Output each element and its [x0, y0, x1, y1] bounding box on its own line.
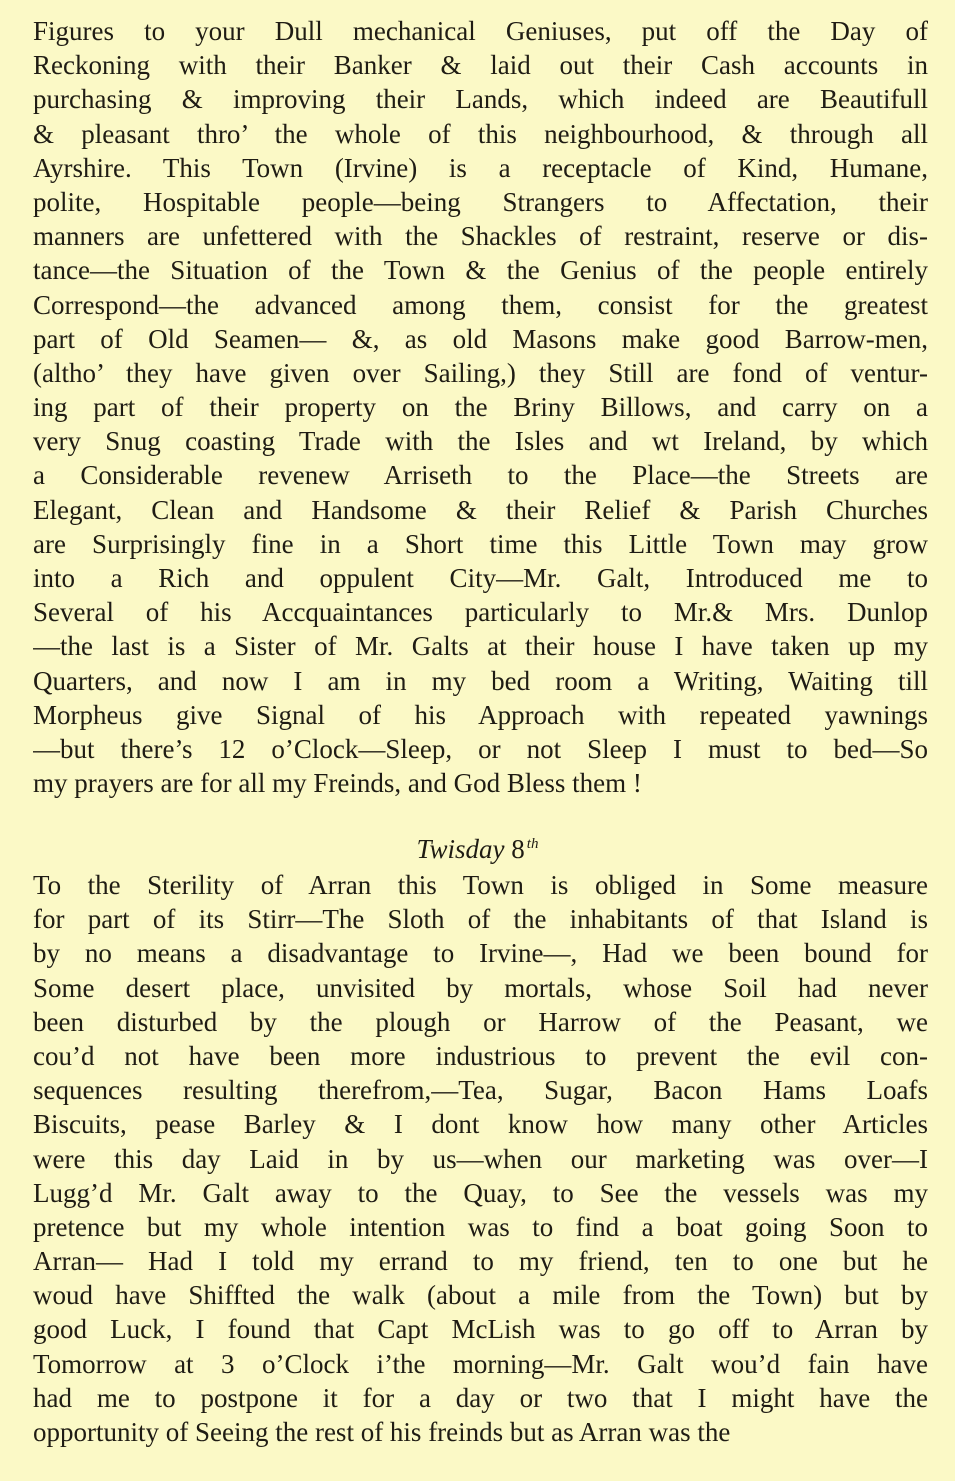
paragraph-diary-entry-1: [33, 14, 928, 800]
text-line: cou’d not have been more industrious to prevent the evil con-: [33, 1040, 928, 1071]
text-line: Tomorrow at 3 o’Clock i’the morning—Mr. Galt wou’d fain have: [33, 1348, 928, 1379]
text-line: Biscuits, pease Barley & I dont know how many other Articles: [33, 1109, 928, 1140]
text-line: tance—the Situation of the Town & the Genius of the people entirely: [33, 255, 928, 286]
text-line: into a Rich and oppulent City—Mr. Galt, Introduced me to: [33, 563, 928, 593]
text-line: sequences resulting therefrom,—Tea, Sugar, Bacon Hams Loafs: [33, 1075, 928, 1106]
text-line: ing part of their property on the Briny Billows, and carry on a: [33, 392, 928, 423]
text-line: Elegant, Clean and Handsome & their Relief & Parish Churches: [33, 494, 928, 525]
paragraph-diary-entry-2: [33, 868, 928, 1449]
heading-day: Twisday: [416, 834, 505, 864]
text-line: are Surprisingly fine in a Short time this Little Town may grow: [33, 528, 928, 559]
text-line: Lugg’d Mr. Galt away to the Quay, to See the vessels was my: [33, 1177, 928, 1208]
heading-date-suffix: th: [526, 836, 539, 852]
text-line: manners are unfettered with the Shackles of restraint, reserve or dis-: [33, 221, 928, 252]
text-line: for part of its Stirr—The Sloth of the inhabitants of that Island is: [33, 904, 928, 935]
heading-date: 8: [511, 834, 525, 864]
text-line: Reckoning with their Banker & laid out their Cash accounts in: [33, 50, 928, 81]
text-line: & pleasant thro’ the whole of this neighbourhood, & through all: [33, 118, 928, 149]
text-line: part of Old Seamen— &, as old Masons make good Barrow-men,: [33, 323, 928, 354]
text-line: very Snug coasting Trade with the Isles and wt Ireland, by which: [33, 426, 928, 457]
text-line: —the last is a Sister of Mr. Galts at their house I have taken up my: [33, 631, 928, 662]
text-line: had me to postpone it for a day or two that I might have the: [33, 1382, 928, 1413]
text-line: To the Sterility of Arran this Town is obliged in Some measure: [33, 870, 928, 900]
text-line: pretence but my whole intention was to find a boat going Soon to: [33, 1211, 928, 1242]
text-line: Quarters, and now I am in my bed room a Writing, Waiting till: [33, 665, 928, 696]
text-line: woud have Shiffted the walk (about a mile from the Town) but by: [33, 1280, 928, 1311]
text-line: my prayers are for all my Freinds, and God Bless them !: [33, 768, 642, 799]
text-line: —but there’s 12 o’Clock—Sleep, or not Sleep I must to bed—So: [33, 733, 928, 764]
text-line: good Luck, I found that Capt McLish was to go off to Arran by: [33, 1314, 928, 1345]
text-line: been disturbed by the plough or Harrow of the Peasant, we: [33, 1006, 928, 1037]
text-line: Correspond—the advanced among them, consist for the greatest: [33, 289, 928, 320]
text-line: were this day Laid in by us—when our marketing was over—I: [33, 1143, 928, 1174]
text-line: Figures to your Dull mechanical Geniuses, put off the Day of: [33, 16, 928, 46]
text-line: Morpheus give Signal of his Approach with repeated yawnings: [33, 699, 928, 730]
text-line: by no means a disadvantage to Irvine—, Had we been bound for: [33, 938, 928, 969]
text-line: Arran— Had I told my errand to my friend, ten to one but he: [33, 1246, 928, 1277]
text-line: a Considerable revenew Arriseth to the Place—the Streets are: [33, 460, 928, 491]
text-line: opportunity of Seeing the rest of his freinds but as Arran was the: [33, 1417, 731, 1447]
text-line: Some desert place, unvisited by mortals, whose Soil had never: [33, 972, 928, 1003]
text-line: polite, Hospitable people—being Strangers to Affectation, their: [33, 186, 928, 217]
text-line: (altho’ they have given over Sailing,) they Still are fond of ventur-: [33, 357, 928, 388]
text-line: Several of his Accquaintances particularly to Mr.& Mrs. Dunlop: [33, 597, 928, 628]
date-heading: [0, 824, 955, 869]
text-line: Ayrshire. This Town (Irvine) is a receptacle of Kind, Humane,: [33, 152, 928, 183]
text-line: purchasing & improving their Lands, which indeed are Beautifull: [33, 84, 928, 115]
